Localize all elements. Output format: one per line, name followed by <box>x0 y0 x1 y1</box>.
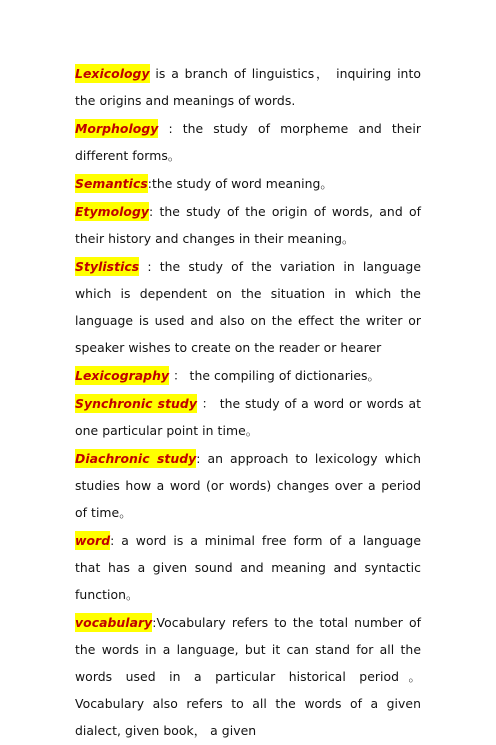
definition-synchronic-study <box>75 390 421 444</box>
term-label: Semantics <box>75 176 148 191</box>
definition-text: the study of a word or words at one particular point in time。 <box>75 396 421 438</box>
term-label: Stylistics <box>75 259 140 274</box>
definition-stylistics <box>75 253 421 361</box>
term-separator: : <box>152 615 157 630</box>
definition-text: the study of word meaning。 <box>152 176 333 191</box>
term-separator: ： <box>169 368 186 383</box>
definition-word <box>75 527 421 608</box>
definition-morphology <box>75 115 421 169</box>
term-separator: : <box>110 533 115 548</box>
term-separator: : <box>196 451 201 466</box>
definition-text: Vocabulary refers to the total number of the words in a language, but it can stand for all the words used in a particular historical period。Vocabulary also refers to all the words of a given dialect, given book， a given <box>75 615 421 738</box>
term-label: Lexicology <box>75 66 150 81</box>
definition-text: a word is a minimal free form of a language that has a given sound and meaning and syntactic function。 <box>75 533 421 602</box>
definition-diachronic-study <box>75 445 421 526</box>
term-separator: : <box>149 204 154 219</box>
definition-text: is a branch of linguistics， inquiring into the origins and meanings of words. <box>75 66 421 108</box>
definition-vocabulary <box>75 609 421 744</box>
term-label: vocabulary <box>75 615 153 630</box>
definition-semantics <box>75 170 421 197</box>
document-page <box>75 60 421 745</box>
term-label: Synchronic study <box>75 396 197 411</box>
definition-text: the study of the variation in language which is dependent on the situation in which the language is used and also on the effect the writer or speaker wishes to create on the reader or hearer <box>75 259 421 355</box>
term-label: Etymology <box>75 204 150 219</box>
definition-text: an approach to lexicology which studies how a word (or words) changes over a period of time。 <box>75 451 421 520</box>
definition-text: the study of morpheme and their different forms。 <box>75 121 421 163</box>
term-separator: : <box>147 176 152 191</box>
definition-lexicography <box>75 362 421 389</box>
definition-etymology <box>75 198 421 252</box>
definition-lexicology <box>75 60 421 114</box>
term-separator: : <box>139 259 152 274</box>
term-label: word <box>75 533 111 548</box>
term-label: Lexicography <box>75 368 170 383</box>
term-separator: ： <box>196 396 215 411</box>
definition-text: the compiling of dictionaries。 <box>185 368 380 383</box>
term-label: Diachronic study <box>75 451 197 466</box>
term-separator: : <box>158 121 173 136</box>
term-label: Morphology <box>75 121 159 136</box>
definition-text: the study of the origin of words, and of their history and changes in their meaning。 <box>75 204 421 246</box>
